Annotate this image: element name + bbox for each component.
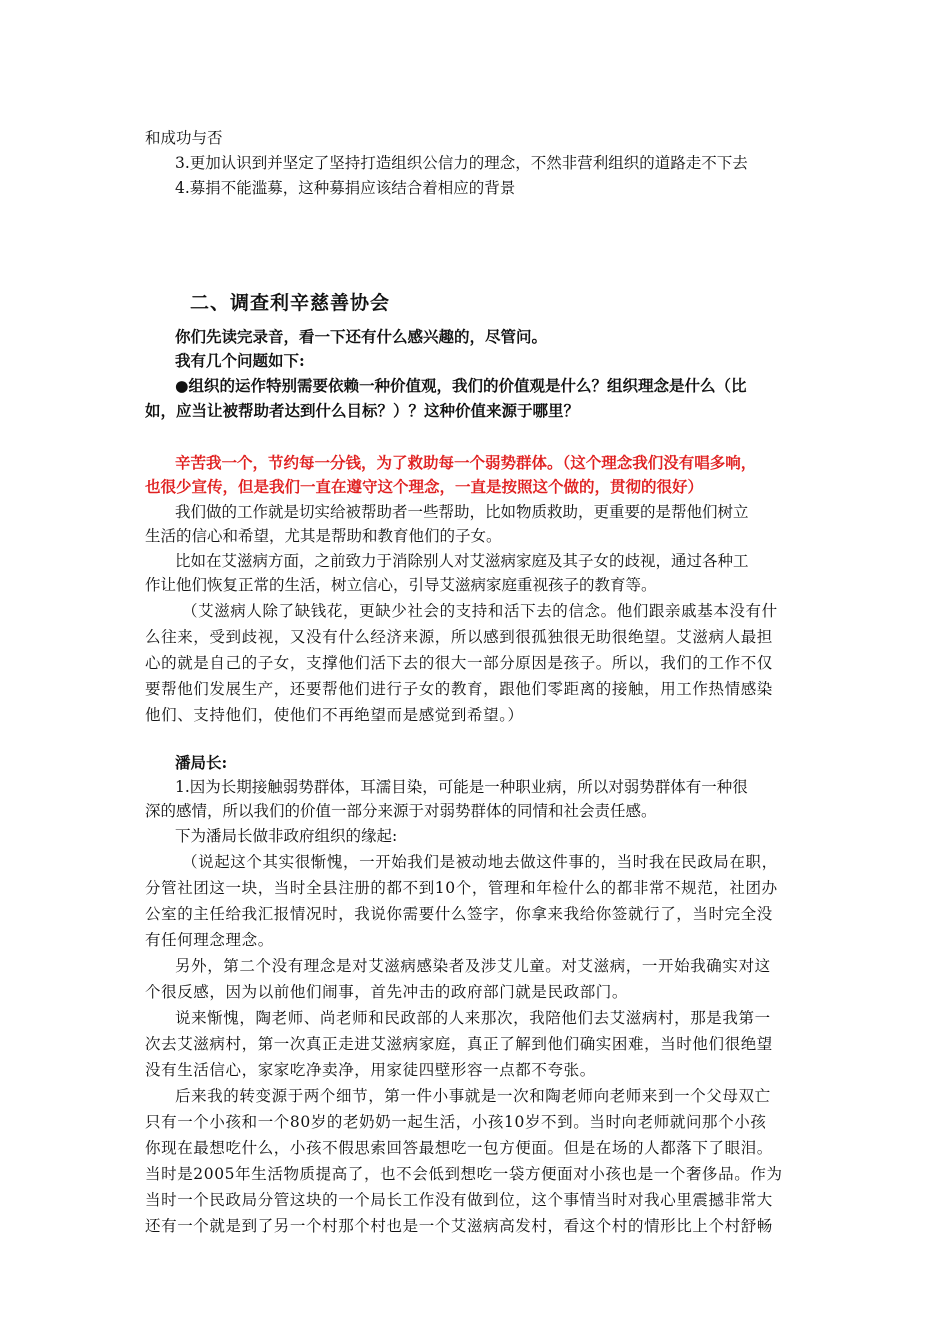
quote-line: （说起这个其实很惭愧，一开始我们是被动地去做这件事的，当时我在民政局在职，: [182, 853, 778, 871]
quote-line: 个很反感，因为以前他们闹事，首先冲击的政府部门就是民政部门。: [145, 983, 629, 1001]
list-item-4: 4.募捐不能滥募，这种募捐应该结合着相应的背景: [175, 179, 516, 197]
quote-line: 公室的主任给我汇报情况时，我说你需要什么签字，你拿来我给你签就行了，当时完全没: [145, 905, 773, 923]
intro-line: 你们先读完录音，看一下还有什么感兴趣的，尽管问。: [175, 327, 548, 346]
text-line: 和成功与否: [145, 129, 223, 147]
paragraph-line: 比如在艾滋病方面，之前致力于消除别人对艾滋病家庭及其子女的歧视，通过各种工: [175, 552, 749, 570]
quote-line: 有任何理念理念。: [145, 931, 274, 949]
answer-highlight: 也很少宣传，但是我们一直在遵守这个理念，一直是按照这个做的，贯彻的很好）: [145, 477, 704, 496]
quote-line: 分管社团这一块，当时全县注册的都不到10个，管理和年检什么的都非常不规范，社团办: [145, 879, 778, 897]
quote-line: 说来惭愧，陶老师、尚老师和民政部的人来那次，我陪他们去艾滋病村，那是我第一: [175, 1009, 771, 1027]
paragraph-line: 我们做的工作就是切实给被帮助者一些帮助，比如物质救助，更重要的是帮他们树立: [175, 503, 749, 521]
paragraph-line: 作让他们恢复正常的生活，树立信心，引导艾滋病家庭重视孩子的教育等。: [145, 576, 657, 594]
quote-line: 次去艾滋病村，第一次真正走进艾滋病家庭，真正了解到他们确实困难，当时他们很绝望: [145, 1035, 773, 1053]
paragraph-line: 1.因为长期接触弱势群体，耳濡目染，可能是一种职业病，所以对弱势群体有一种很: [175, 778, 748, 796]
paragraph-line: 下为潘局长做非政府组织的缘起:: [175, 827, 398, 845]
intro-line: 我有几个问题如下:: [175, 351, 305, 370]
paragraph-line: 深的感情，所以我们的价值一部分来源于对弱势群体的同情和社会责任感。: [145, 802, 657, 820]
quote-line: 没有生活信心，家家吃净卖净，用家徒四壁形容一点都不夸张。: [145, 1061, 596, 1079]
answer-highlight: 辛苦我一个，节约每一分钱，为了救助每一个弱势群体。（这个理念我们没有唱多响，: [175, 453, 757, 472]
quote-line: 当时是2005年生活物质提高了，也不会低到想吃一袋方便面对小孩也是一个奢侈品。作为: [145, 1165, 783, 1183]
quote-line: （艾滋病人除了缺钱花，更缺少社会的支持和活下去的信念。他们跟亲戚基本没有什: [182, 602, 778, 620]
quote-line: 你现在最想吃什么，小孩不假思索回答最想吃一包方便面。但是在场的人都落下了眼泪。: [145, 1139, 773, 1157]
paragraph-line: 生活的信心和希望，尤其是帮助和教育他们的子女。: [145, 527, 502, 545]
list-item-3: 3.更加认识到并坚定了坚持打造组织公信力的理念，不然非营利组织的道路走不下去: [175, 154, 748, 172]
quote-line: 他们、支持他们，使他们不再绝望而是感觉到希望。）: [145, 706, 524, 724]
quote-line: 要帮他们发展生产，还要帮他们进行子女的教育，跟他们零距离的接触，用工作热情感染: [145, 680, 773, 698]
question-line: 如，应当让被帮助者达到什么目标？）？这种价值来源于哪里？: [145, 401, 580, 420]
quote-line: 后来我的转变源于两个细节，第一件小事就是一次和陶老师向老师来到一个父母双亡: [175, 1087, 771, 1105]
section-heading: 二、调查利辛慈善协会: [190, 292, 391, 314]
question-line: ●组织的运作特别需要依赖一种价值观，我们的价值观是什么？组织理念是什么（比: [175, 376, 747, 395]
quote-line: 心的就是自己的子女，支撑他们活下去的很大一部分原因是孩子。所以，我们的工作不仅: [145, 654, 773, 672]
quote-line: 只有一个小孩和一个80岁的老奶奶一起生活，小孩10岁不到。当时向老师就问那个小孩: [145, 1113, 767, 1131]
speaker-label: 潘局长:: [175, 753, 228, 772]
quote-line: 还有一个就是到了另一个村那个村也是一个艾滋病高发村，看这个村的情形比上个村舒畅: [145, 1217, 773, 1235]
quote-line: 另外，第二个没有理念是对艾滋病感染者及涉艾儿童。对艾滋病，一开始我确实对这: [175, 957, 771, 975]
quote-line: 当时一个民政局分管这块的一个局长工作没有做到位，这个事情当时对我心里震撼非常大: [145, 1191, 773, 1209]
quote-line: 么往来，受到歧视，又没有什么经济来源，所以感到很孤独很无助很绝望。艾滋病人最担: [145, 628, 773, 646]
